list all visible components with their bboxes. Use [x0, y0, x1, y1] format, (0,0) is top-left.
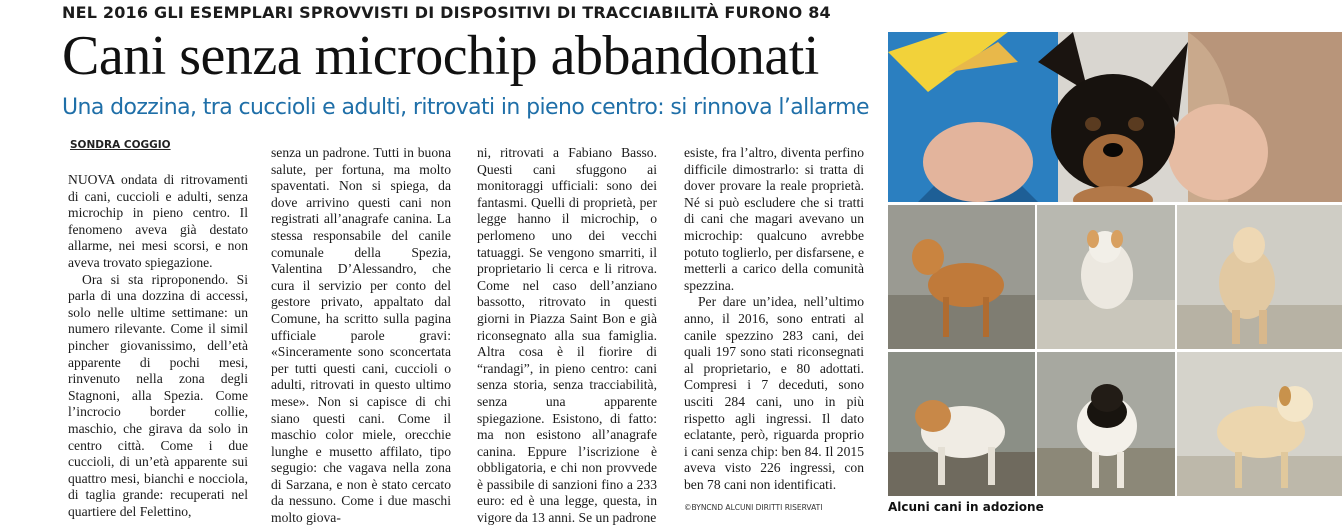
- paragraph: esiste, fra l’altro, diventa perfino difficile dimostrarlo: si tratta di dover provare la reale proprietà. Né si può escludere che si tratti di cani che magari avevano un microchip: qualcuno avrebbe potuto toglierlo, per disfarsene, e metterli a carico della comunità spezzina.: [684, 145, 864, 293]
- article-subhead: Una dozzina, tra cuccioli e adulti, ritrovati in pieno centro: si rinnova l’allarme: [62, 95, 869, 120]
- dog-photo: [888, 352, 1035, 496]
- dog-photo: [1177, 205, 1342, 349]
- article-byline: SONDRA COGGIO: [70, 139, 171, 151]
- article-column-1: [68, 172, 248, 520]
- paragraph: NUOVA ondata di ritrovamenti di cani, cuccioli e adulti, senza microchip in pieno centro. Il fenomeno aveva già destato allarme, nei mesi scorsi, e non aveva trovato spiegazione.: [68, 172, 248, 270]
- paragraph: Ora si sta riproponendo. Si parla di una dozzina di accessi, solo nelle ultime settimane: un numero rilevante. Come il simil pincher giovanissimo, dell’età apparente di pochi mesi, rinvenuto nella zona degli Stagnoni, alla Spezia. Come l’incrocio border collie, maschio, che girava da solo in centro città. Come i due cuccioli, di un’età apparente sui quattro mesi, bianchi e nocciola, di taglia grande: recuperati nel quartiere del Felettino,: [68, 271, 248, 519]
- dog-photo: [1037, 205, 1175, 349]
- paragraph: senza un padrone. Tutti in buona salute, per fortuna, ma molto spaventati. Non si spiega, da dove arrivino questi cani non registrati all’anagrafe canina. La stessa responsabile del canile comunale della Spezia, Valentina D’Alessandro, che cura il servizio per conto del gestore privato, appaltato dal Comune, ha scritto sulla pagina ufficiale parole gravi: «Sinceramente sono sconcertata per tutti questi cani, cuccioli o adulti, ritrovati in questo ultimo mese». Non si capisce di chi siano questi cani. Come il maschio color miele, orecchie lunghe e musetto affilato, tipo segugio: che vagava nella zona di Sarzana, e non è stato cercato da nessuno. Come i due maschi molto giova-: [271, 145, 451, 526]
- article-kicker: NEL 2016 GLI ESEMPLARI SPROVVISTI DI DISPOSITIVI DI TRACCIABILITÀ FURONO 84: [62, 3, 831, 22]
- article-headline: Cani senza microchip abbandonati: [62, 25, 819, 87]
- dog-photo: [1177, 352, 1342, 496]
- puppy-photo: [888, 32, 1342, 202]
- article-column-2: [271, 145, 451, 527]
- article-column-3: [477, 145, 657, 527]
- dog-photo: [888, 205, 1035, 349]
- paragraph: Per dare un’idea, nell’ultimo anno, il 2016, sono entrati al canile spezzino 283 cani, dei quali 197 sono stati riconsegnati al proprietario, e 80 adottati. Compresi i 7 deceduti, sono usciti 284 cani, uno in più rispetto agli ingressi. Il dato eclatante, però, riguarda proprio i cani senza chip: ben 84. Il 2015 aveva visto 226 ingressi, con ben 78 cani non identificati.: [684, 294, 864, 492]
- photo-caption: Alcuni cani in adozione: [888, 500, 1044, 514]
- paragraph: ni, ritrovati a Fabiano Basso. Questi cani sfuggono ai monitoraggi ufficiali: sono dei fantasmi. Quelli di proprietà, per legge hanno il microchip, o perlomeno uno dei vecchi tatuaggi. Se vengono smarriti, il proprietario li cerca e li ritrova. Come nel caso dell’anziano bassotto, ritrovato in questi giorni in Piazza Saint Bon e già riconsegnato alla sua famiglia. Altra cosa è il fiorire di “randagi”, in pieno centro: cani senza storia, senza tracciabilità, senza una apparente spiegazione. Esistono, di fatto: ma non esistono all’anagrafe canina. Eppure l’iscrizione è obbligatoria, e chi non provvede è passibile di sanzioni fino a 233 euro: ed è una legge, questa, in vigore da 13 anni. Se un padrone: [477, 145, 657, 526]
- dog-photo: [1037, 352, 1175, 496]
- license-credit: ©BYNCND ALCUNI DIRITTI RISERVATI: [684, 503, 823, 512]
- article-column-4: [684, 145, 864, 493]
